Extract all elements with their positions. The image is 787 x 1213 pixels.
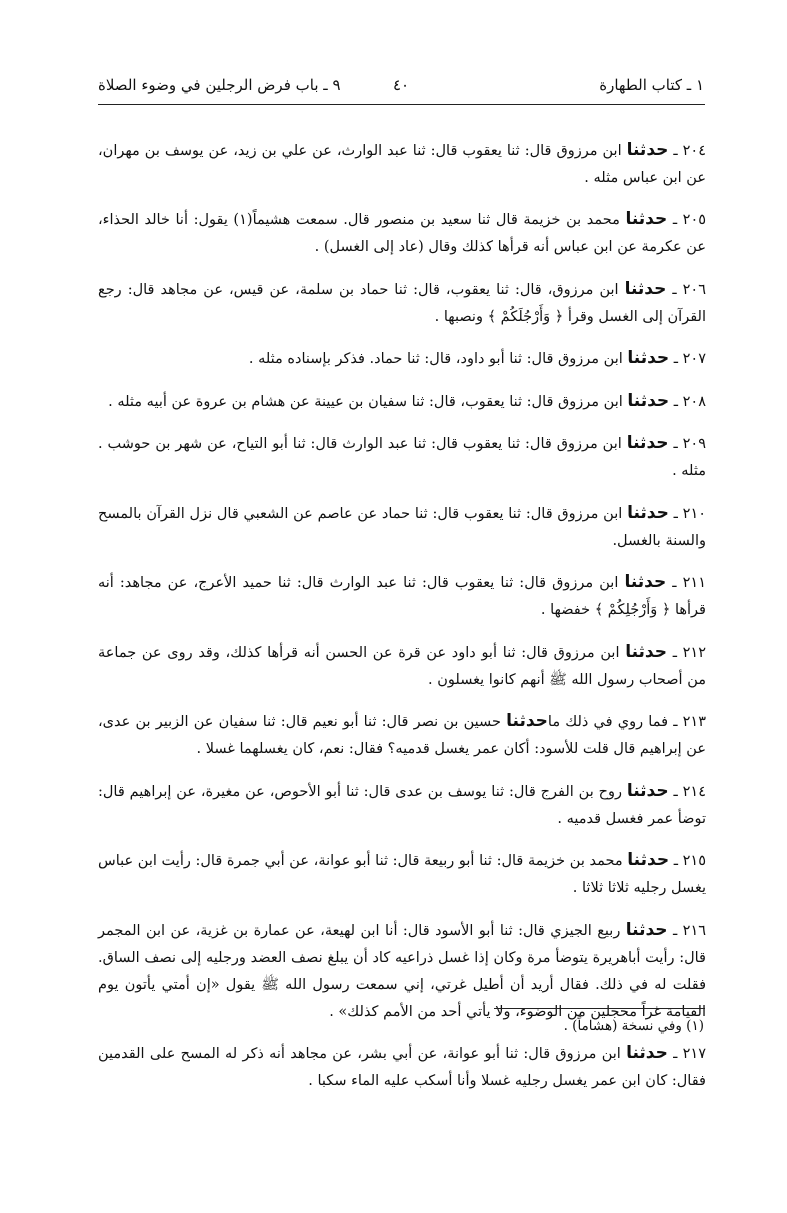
hadith-entry: ٢١٦ ـ حدثنا ربيع الجيزي قال: ثنا أبو الأسود قال: أنا ابن لهيعة، عن عمارة بن غزية، عن ابن المجمر قال: رأيت أباهريرة يتوضأ مرة وكان إذا غسل ذراعيه كاد أن يبلغ نصف العضد ورجليه إلى نصف الساق. فقلت له في ذلك. فقال أريد أن أطيل غرتي، إني سمعت رسول الله ﷺ يقول «إن أمتي يأتون يوم القيامة غراً محجلين من الوضوء، ولا يأتي أحد من الأمم كذلك» . — [98, 919, 707, 1020]
hadith-entry: ٢٠٧ ـ حدثنا ابن مرزوق قال: ثنا أبو داود، قال: ثنا حماد. فذكر بإسناده مثله . — [248, 348, 706, 368]
hadith-entry: ٢٠٦ ـ حدثنا ابن مرزوق، قال: ثنا يعقوب، قال: ثنا حماد بن سلمة، عن قيس، عن مجاهد قال: رجع القرآن إلى الغسل وقرأ ﴿ وَأَرْجُلَكُمْ ﴾ ونصبها . — [98, 278, 707, 325]
hadith-entry: ٢١٢ ـ حدثنا ابن مرزوق قال: ثنا أبو داود عن قرة عن الحسن أنه قرأها كذلك، وقد روى عن جماعة من أصحاب رسول الله ﷺ أنهم كانوا يغسلون . — [98, 641, 707, 688]
hadith-entry: ٢٠٥ ـ حدثنا محمد بن خزيمة قال ثنا سعيد بن منصور قال. سمعت هشيماً(١) يقول: أنا خالد الحذاء، عن عكرمة عن ابن عباس أنه قرأها كذلك وقال (عاد إلى الغسل) . — [98, 209, 707, 255]
running-header — [98, 76, 704, 100]
hadith-list — [98, 122, 706, 1105]
hadith-entry: ٢١٥ ـ حدثنا محمد بن خزيمة قال: ثنا أبو ربيعة قال: ثنا أبو عوانة، عن أبي جمرة قال: رأيت ابن عباس يغسل رجليه ثلاثا ثلاثا . — [98, 850, 707, 896]
hadith-entry: ٢٠٨ ـ حدثنا ابن مرزوق قال: ثنا يعقوب، قال: ثنا سفيان بن عيينة عن هشام بن عروة عن أبيه مثله . — [108, 390, 706, 411]
hadith-entry: ٢١١ ـ حدثنا ابن مرزوق قال: ثنا يعقوب قال: ثنا عبد الوارث قال: ثنا حميد الأعرج، عن مجاهد: أنه قرأها ﴿ وَأَرْجُلِكُمْ ﴾ خفضها . — [98, 572, 706, 618]
footnote-divider — [494, 1008, 705, 1009]
hadith-entry: ٢١٤ ـ حدثنا روح بن الفرج قال: ثنا يوسف بن عدى قال: ثنا أبو الأحوص، عن مغيرة، عن إبراهيم قال: توضأ عمر فغسل قدميه . — [98, 780, 706, 827]
header-chapter-title: ٩ ـ باب فرض الرجلين في وضوء الصلاة — [98, 76, 341, 94]
header-book-title: ١ ـ كتاب الطهارة — [599, 76, 704, 94]
hadith-entry: ٢١٠ ـ حدثنا ابن مرزوق قال: ثنا يعقوب قال: ثنا حماد عن عاصم عن الشعبي قال نزل القرآن بالمسح والسنة بالغسل. — [98, 502, 707, 549]
hadith-entry: ٢١٣ ـ فما روي في ذلك ماحدثنا حسين بن نصر قال: ثنا أبو نعيم قال: ثنا سفيان عن الزبير بن عدى، عن إبراهيم قال قلت للأسود: أكان عمر يغسل قدميه؟ فقال: نعم، كان يغسلهما غسلا . — [98, 711, 707, 757]
header-divider — [98, 104, 705, 105]
hadith-entry: ٢١٧ ـ حدثنا ابن مرزوق قال: ثنا أبو عوانة، عن أبي بشر، عن مجاهد أنه ذكر له المسح على القدمين فقال: كان ابن عمر يغسل رجليه غسلا وأنا أسكب عليه الماء سكبا . — [98, 1043, 706, 1089]
hadith-entry: ٢٠٤ ـ حدثنا ابن مرزوق قال: ثنا يعقوب قال: ثنا عبد الوارث، عن علي بن زيد، عن يوسف بن مهران، عن ابن عباس مثله . — [98, 139, 707, 186]
hadith-entry: ٢٠٩ ـ حدثنا ابن مرزوق قال: ثنا يعقوب قال: ثنا عبد الوارث قال: ثنا أبو التياح، عن شهر بن حوشب . مثله . — [98, 433, 707, 479]
footnote: (١) وفي نسخة (هشاماً) . — [563, 1018, 704, 1034]
page-number: ٤٠ — [392, 76, 410, 94]
